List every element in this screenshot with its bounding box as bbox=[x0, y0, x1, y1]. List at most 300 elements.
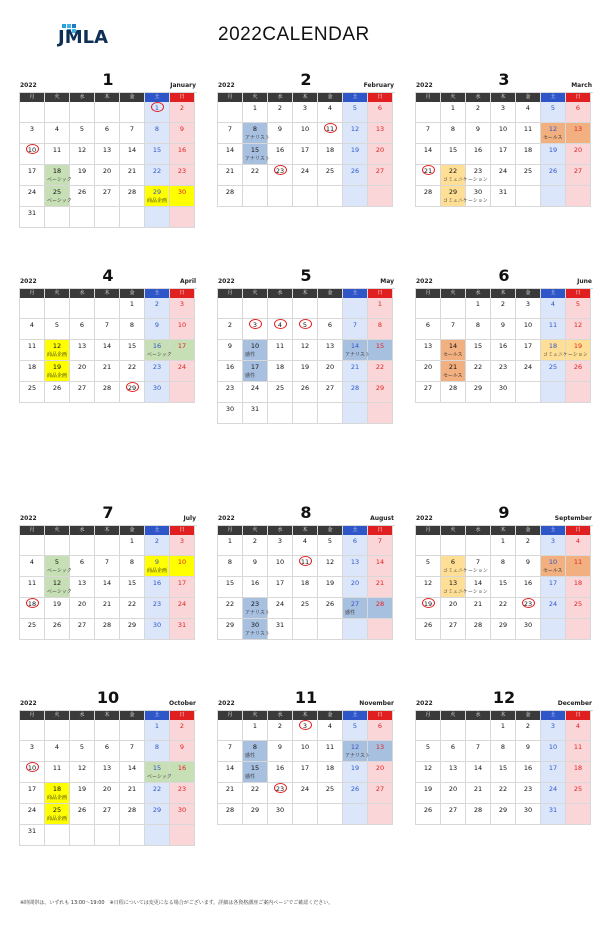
day-cell bbox=[170, 102, 195, 123]
day-number: 5 bbox=[79, 125, 85, 133]
day-cell bbox=[145, 804, 170, 825]
day-cell bbox=[318, 144, 343, 165]
month-header bbox=[415, 505, 593, 525]
day-number: 31 bbox=[27, 209, 37, 217]
day-number: 2 bbox=[154, 300, 160, 308]
day-cell bbox=[145, 741, 170, 762]
day-cell bbox=[491, 535, 516, 556]
day-number: 24 bbox=[27, 806, 37, 814]
weekday-header: 日 bbox=[170, 711, 195, 720]
empty-cell bbox=[441, 720, 466, 741]
empty-cell bbox=[516, 186, 541, 207]
empty-cell bbox=[293, 298, 318, 319]
day-number: 13 bbox=[375, 125, 385, 133]
day-number: 29 bbox=[473, 384, 483, 392]
month-header bbox=[19, 505, 197, 525]
day-number: 16 bbox=[152, 342, 162, 350]
day-cell bbox=[120, 186, 145, 207]
day-cell bbox=[343, 319, 368, 340]
day-cell bbox=[541, 123, 566, 144]
day-number: 2 bbox=[252, 537, 258, 545]
empty-cell bbox=[45, 102, 70, 123]
day-cell bbox=[170, 720, 195, 741]
day-number: 10 bbox=[548, 743, 558, 751]
day-cell bbox=[120, 804, 145, 825]
day-number: 6 bbox=[352, 537, 358, 545]
month-header bbox=[19, 690, 197, 710]
empty-cell bbox=[343, 186, 368, 207]
day-number: 15 bbox=[473, 342, 483, 350]
day-cell bbox=[416, 804, 441, 825]
weekday-header: 土 bbox=[541, 711, 566, 720]
day-number: 22 bbox=[498, 785, 508, 793]
empty-cell bbox=[293, 804, 318, 825]
day-number: 1 bbox=[154, 104, 160, 112]
day-number: 29 bbox=[250, 806, 260, 814]
empty-cell bbox=[541, 186, 566, 207]
day-cell bbox=[268, 340, 293, 361]
month-year: 2022 bbox=[416, 278, 433, 285]
day-cell bbox=[95, 741, 120, 762]
weekday-header: 日 bbox=[368, 289, 393, 298]
day-number: 21 bbox=[473, 600, 483, 608]
empty-cell bbox=[368, 403, 393, 424]
day-number: 22 bbox=[375, 363, 385, 371]
weekday-header: 金 bbox=[516, 711, 541, 720]
day-cell bbox=[120, 165, 145, 186]
day-number: 3 bbox=[500, 104, 506, 112]
course-label: 感性 bbox=[345, 610, 356, 616]
course-label: セールス bbox=[543, 568, 563, 574]
day-number: 5 bbox=[352, 104, 358, 112]
day-number: 21 bbox=[127, 167, 137, 175]
day-number: 26 bbox=[325, 600, 335, 608]
course-label: 商品企画 bbox=[147, 198, 168, 204]
course-label: アナリスト bbox=[245, 631, 270, 637]
course-label: セールス bbox=[443, 352, 463, 358]
day-cell bbox=[268, 535, 293, 556]
day-number: 23 bbox=[177, 785, 187, 793]
day-number: 7 bbox=[129, 125, 135, 133]
day-number: 6 bbox=[575, 104, 581, 112]
day-number: 11 bbox=[548, 321, 558, 329]
day-cell bbox=[416, 762, 441, 783]
day-cell bbox=[70, 556, 95, 577]
day-cell bbox=[491, 804, 516, 825]
day-cell bbox=[491, 556, 516, 577]
day-number: 27 bbox=[350, 600, 360, 608]
day-cell bbox=[243, 741, 268, 762]
weekday-header: 日 bbox=[368, 711, 393, 720]
day-number: 12 bbox=[350, 125, 360, 133]
month-name: October bbox=[169, 700, 196, 707]
day-number: 28 bbox=[350, 384, 360, 392]
day-number: 7 bbox=[227, 125, 233, 133]
day-number: 14 bbox=[102, 342, 112, 350]
day-number: 25 bbox=[27, 384, 37, 392]
day-number: 4 bbox=[575, 722, 581, 730]
day-number: 16 bbox=[523, 579, 533, 587]
empty-cell bbox=[343, 804, 368, 825]
day-number: 25 bbox=[523, 167, 533, 175]
day-cell bbox=[368, 123, 393, 144]
empty-cell bbox=[566, 186, 591, 207]
day-cell bbox=[516, 102, 541, 123]
day-number: 7 bbox=[352, 321, 358, 329]
day-number: 10 bbox=[177, 321, 187, 329]
day-cell bbox=[491, 102, 516, 123]
month-header bbox=[217, 268, 395, 288]
month-number: 2 bbox=[300, 70, 312, 89]
month-name: January bbox=[170, 82, 196, 89]
day-cell bbox=[20, 123, 45, 144]
day-number: 1 bbox=[475, 300, 481, 308]
day-number: 9 bbox=[525, 558, 531, 566]
day-number: 30 bbox=[152, 621, 162, 629]
day-number: 13 bbox=[102, 764, 112, 772]
day-cell bbox=[491, 165, 516, 186]
day-number: 12 bbox=[350, 743, 360, 751]
month-year: 2022 bbox=[416, 82, 433, 89]
day-cell bbox=[268, 762, 293, 783]
day-number: 20 bbox=[77, 600, 87, 608]
day-number: 21 bbox=[448, 363, 458, 371]
empty-cell bbox=[145, 825, 170, 846]
day-cell bbox=[516, 123, 541, 144]
day-cell bbox=[95, 144, 120, 165]
day-cell bbox=[541, 783, 566, 804]
day-cell bbox=[45, 319, 70, 340]
day-number: 29 bbox=[127, 621, 137, 629]
day-cell bbox=[416, 619, 441, 640]
day-cell bbox=[516, 165, 541, 186]
day-cell bbox=[20, 598, 45, 619]
day-cell bbox=[516, 741, 541, 762]
month-march bbox=[415, 72, 593, 207]
day-number: 24 bbox=[177, 363, 187, 371]
day-number: 22 bbox=[225, 600, 235, 608]
day-number: 8 bbox=[227, 558, 233, 566]
day-number: 3 bbox=[302, 722, 308, 730]
course-label: 商品企画 bbox=[47, 816, 68, 822]
day-number: 25 bbox=[52, 188, 62, 196]
day-cell bbox=[416, 783, 441, 804]
day-number: 25 bbox=[548, 363, 558, 371]
day-cell bbox=[416, 382, 441, 403]
day-cell bbox=[170, 783, 195, 804]
day-number: 17 bbox=[177, 342, 187, 350]
day-cell bbox=[45, 762, 70, 783]
day-number: 5 bbox=[550, 104, 556, 112]
day-cell bbox=[95, 783, 120, 804]
day-number: 17 bbox=[548, 579, 558, 587]
weekday-header: 水 bbox=[268, 289, 293, 298]
day-cell bbox=[566, 123, 591, 144]
day-number: 18 bbox=[52, 785, 62, 793]
empty-cell bbox=[318, 804, 343, 825]
day-cell bbox=[20, 741, 45, 762]
weekday-header: 木 bbox=[95, 289, 120, 298]
day-number: 12 bbox=[548, 125, 558, 133]
day-cell bbox=[145, 186, 170, 207]
day-number: 5 bbox=[352, 722, 358, 730]
day-cell bbox=[145, 102, 170, 123]
day-number: 15 bbox=[225, 579, 235, 587]
day-cell bbox=[70, 598, 95, 619]
weekday-header: 水 bbox=[466, 526, 491, 535]
month-number: 6 bbox=[498, 266, 510, 285]
day-cell bbox=[268, 720, 293, 741]
day-number: 18 bbox=[573, 579, 583, 587]
day-cell bbox=[293, 598, 318, 619]
day-number: 28 bbox=[448, 384, 458, 392]
day-number: 5 bbox=[79, 743, 85, 751]
day-cell bbox=[145, 298, 170, 319]
weekday-header: 月 bbox=[416, 289, 441, 298]
day-cell bbox=[70, 619, 95, 640]
day-number: 19 bbox=[300, 363, 310, 371]
day-number: 17 bbox=[275, 579, 285, 587]
day-number: 7 bbox=[475, 743, 481, 751]
day-number: 15 bbox=[448, 146, 458, 154]
month-year: 2022 bbox=[20, 700, 37, 707]
weekday-header: 木 bbox=[95, 711, 120, 720]
course-label: ベーシック bbox=[47, 177, 72, 183]
day-cell bbox=[268, 382, 293, 403]
day-cell bbox=[491, 577, 516, 598]
empty-cell bbox=[20, 535, 45, 556]
course-label: アナリスト bbox=[245, 156, 270, 162]
day-number: 16 bbox=[473, 146, 483, 154]
month-grid bbox=[415, 710, 593, 825]
day-cell bbox=[566, 577, 591, 598]
day-cell bbox=[491, 298, 516, 319]
day-number: 10 bbox=[300, 125, 310, 133]
day-number: 19 bbox=[77, 167, 87, 175]
course-label: ベーシック bbox=[147, 774, 172, 780]
day-number: 28 bbox=[127, 806, 137, 814]
day-number: 13 bbox=[350, 558, 360, 566]
empty-cell bbox=[120, 207, 145, 228]
month-grid bbox=[217, 525, 395, 640]
day-number: 17 bbox=[250, 363, 260, 371]
weekday-header: 火 bbox=[441, 711, 466, 720]
day-cell bbox=[566, 720, 591, 741]
day-cell bbox=[95, 361, 120, 382]
day-number: 4 bbox=[550, 300, 556, 308]
day-cell bbox=[45, 123, 70, 144]
day-number: 13 bbox=[448, 579, 458, 587]
day-cell bbox=[318, 577, 343, 598]
day-number: 29 bbox=[375, 384, 385, 392]
day-cell bbox=[70, 165, 95, 186]
day-number: 13 bbox=[77, 579, 87, 587]
month-grid bbox=[19, 92, 197, 228]
day-cell bbox=[441, 762, 466, 783]
month-year: 2022 bbox=[416, 515, 433, 522]
day-cell bbox=[416, 144, 441, 165]
jmla-logo bbox=[58, 22, 138, 52]
day-number: 23 bbox=[177, 167, 187, 175]
day-number: 10 bbox=[27, 146, 37, 154]
month-number: 11 bbox=[294, 688, 318, 707]
day-number: 28 bbox=[225, 188, 235, 196]
day-cell bbox=[268, 123, 293, 144]
course-label: ベーシック bbox=[47, 198, 72, 204]
day-cell bbox=[20, 340, 45, 361]
day-number: 12 bbox=[423, 579, 433, 587]
day-number: 23 bbox=[275, 167, 285, 175]
day-number: 1 bbox=[227, 537, 233, 545]
day-cell bbox=[120, 298, 145, 319]
empty-cell bbox=[541, 382, 566, 403]
day-number: 13 bbox=[77, 342, 87, 350]
weekday-header: 火 bbox=[441, 93, 466, 102]
course-label: ベーシック bbox=[47, 589, 72, 595]
day-cell bbox=[145, 619, 170, 640]
day-cell bbox=[368, 361, 393, 382]
empty-cell bbox=[343, 298, 368, 319]
day-cell bbox=[45, 577, 70, 598]
day-number: 26 bbox=[77, 806, 87, 814]
day-number: 11 bbox=[27, 579, 37, 587]
day-cell bbox=[95, 165, 120, 186]
day-cell bbox=[466, 298, 491, 319]
day-cell bbox=[491, 619, 516, 640]
day-number: 11 bbox=[275, 342, 285, 350]
day-number: 9 bbox=[154, 321, 160, 329]
day-cell bbox=[70, 783, 95, 804]
day-number: 19 bbox=[350, 146, 360, 154]
day-cell bbox=[120, 619, 145, 640]
day-number: 4 bbox=[29, 321, 35, 329]
day-cell bbox=[145, 535, 170, 556]
day-cell bbox=[218, 165, 243, 186]
empty-cell bbox=[120, 102, 145, 123]
day-number: 27 bbox=[423, 384, 433, 392]
day-number: 6 bbox=[104, 125, 110, 133]
day-cell bbox=[466, 361, 491, 382]
day-number: 15 bbox=[250, 146, 260, 154]
empty-cell bbox=[70, 298, 95, 319]
day-number: 6 bbox=[377, 722, 383, 730]
day-cell bbox=[416, 319, 441, 340]
day-number: 26 bbox=[350, 167, 360, 175]
day-cell bbox=[145, 144, 170, 165]
day-cell bbox=[218, 762, 243, 783]
day-number: 29 bbox=[152, 188, 162, 196]
day-cell bbox=[318, 165, 343, 186]
day-cell bbox=[170, 762, 195, 783]
day-cell bbox=[416, 186, 441, 207]
day-cell bbox=[218, 783, 243, 804]
day-number: 18 bbox=[300, 579, 310, 587]
day-number: 8 bbox=[252, 125, 258, 133]
day-number: 28 bbox=[473, 806, 483, 814]
day-cell bbox=[541, 361, 566, 382]
day-cell bbox=[441, 382, 466, 403]
day-cell bbox=[218, 186, 243, 207]
day-number: 26 bbox=[573, 363, 583, 371]
empty-cell bbox=[218, 102, 243, 123]
month-header bbox=[217, 690, 395, 710]
empty-cell bbox=[441, 298, 466, 319]
day-number: 4 bbox=[54, 125, 60, 133]
day-number: 27 bbox=[102, 806, 112, 814]
day-cell bbox=[218, 144, 243, 165]
day-number: 23 bbox=[225, 384, 235, 392]
month-grid bbox=[19, 525, 197, 640]
weekday-header: 月 bbox=[416, 526, 441, 535]
day-cell bbox=[218, 741, 243, 762]
empty-cell bbox=[20, 720, 45, 741]
day-number: 22 bbox=[152, 167, 162, 175]
day-cell bbox=[441, 804, 466, 825]
empty-cell bbox=[45, 720, 70, 741]
day-cell bbox=[95, 804, 120, 825]
day-number: 11 bbox=[52, 764, 62, 772]
day-number: 4 bbox=[29, 558, 35, 566]
month-number: 7 bbox=[102, 503, 114, 522]
month-number: 8 bbox=[300, 503, 312, 522]
day-number: 14 bbox=[127, 146, 137, 154]
empty-cell bbox=[368, 619, 393, 640]
empty-cell bbox=[566, 804, 591, 825]
day-number: 24 bbox=[548, 785, 558, 793]
day-number: 6 bbox=[79, 321, 85, 329]
day-number: 7 bbox=[129, 743, 135, 751]
weekday-header: 水 bbox=[466, 289, 491, 298]
day-cell bbox=[170, 619, 195, 640]
day-number: 23 bbox=[523, 600, 533, 608]
day-cell bbox=[218, 319, 243, 340]
day-cell bbox=[145, 382, 170, 403]
day-number: 22 bbox=[152, 785, 162, 793]
weekday-header: 木 bbox=[293, 93, 318, 102]
month-name: March bbox=[571, 82, 592, 89]
day-number: 4 bbox=[54, 743, 60, 751]
day-cell bbox=[268, 804, 293, 825]
day-number: 20 bbox=[448, 600, 458, 608]
month-grid bbox=[217, 92, 395, 207]
day-number: 30 bbox=[473, 188, 483, 196]
day-cell bbox=[416, 556, 441, 577]
weekday-header: 土 bbox=[541, 93, 566, 102]
empty-cell bbox=[45, 298, 70, 319]
empty-cell bbox=[70, 535, 95, 556]
day-cell bbox=[243, 361, 268, 382]
day-number: 10 bbox=[548, 558, 558, 566]
day-cell bbox=[318, 319, 343, 340]
weekday-header: 土 bbox=[343, 289, 368, 298]
day-number: 11 bbox=[300, 558, 310, 566]
day-number: 19 bbox=[350, 764, 360, 772]
day-cell bbox=[45, 804, 70, 825]
day-cell bbox=[491, 783, 516, 804]
empty-cell bbox=[170, 825, 195, 846]
day-number: 12 bbox=[77, 764, 87, 772]
day-cell bbox=[466, 382, 491, 403]
weekday-header: 木 bbox=[491, 93, 516, 102]
day-cell bbox=[491, 319, 516, 340]
day-number: 14 bbox=[423, 146, 433, 154]
day-number: 17 bbox=[27, 785, 37, 793]
day-cell bbox=[343, 165, 368, 186]
day-cell bbox=[441, 319, 466, 340]
month-header bbox=[415, 690, 593, 710]
day-cell bbox=[368, 720, 393, 741]
day-number: 31 bbox=[275, 621, 285, 629]
